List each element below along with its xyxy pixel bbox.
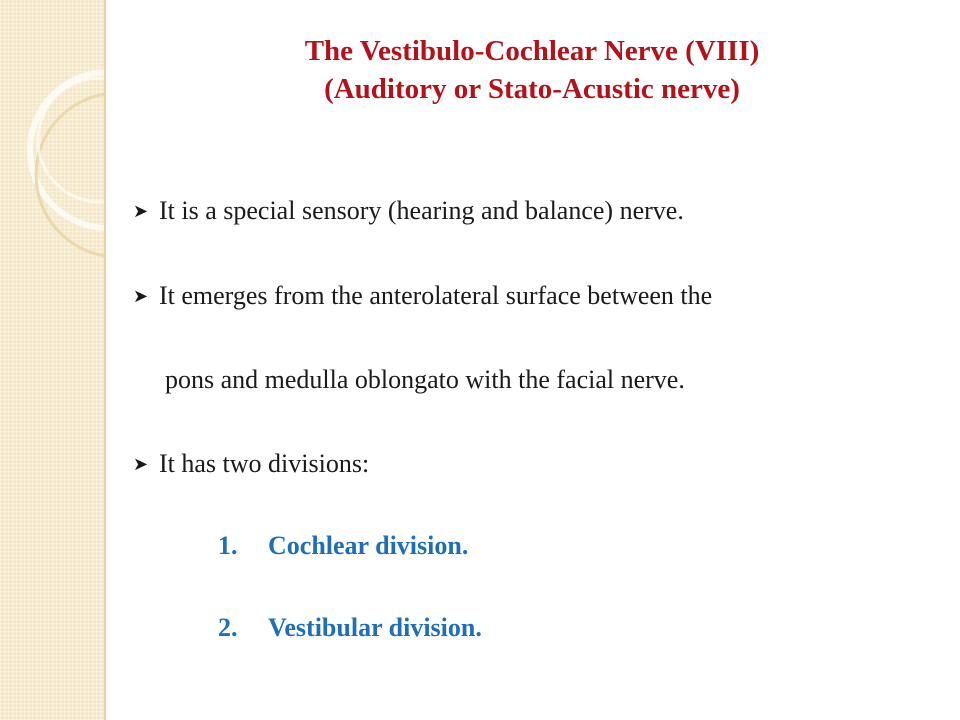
bullet-continuation: pons and medulla oblongato with the facial nerve. <box>165 365 685 394</box>
arrowhead-bullet-icon: ➤ <box>133 201 149 221</box>
arrowhead-bullet-icon: ➤ <box>133 286 149 306</box>
bullet-text: It emerges from the anterolateral surface between the <box>159 281 713 310</box>
division-item-cochlear <box>218 530 468 562</box>
bullet-item <box>133 448 369 480</box>
division-number: 2. <box>218 613 238 642</box>
title-line-2: (Auditory or Stato-Acustic nerve) <box>324 73 740 105</box>
bullet-text: It has two divisions: <box>159 449 370 478</box>
division-number: 1. <box>218 531 238 560</box>
bullet-item <box>133 195 684 227</box>
title-line-1: The Vestibulo-Cochlear Nerve (VIII) <box>304 35 760 67</box>
decorative-sidebar <box>0 0 106 720</box>
division-label: Cochlear division. <box>268 531 469 560</box>
bullet-item <box>133 280 712 312</box>
division-item-vestibular <box>218 612 482 644</box>
division-label: Vestibular division. <box>268 613 482 642</box>
slide-title <box>104 32 960 108</box>
arrowhead-bullet-icon: ➤ <box>133 454 149 474</box>
bullet-text: It is a special sensory (hearing and balance) nerve. <box>159 196 684 225</box>
circle-ornament-icon <box>0 0 104 720</box>
